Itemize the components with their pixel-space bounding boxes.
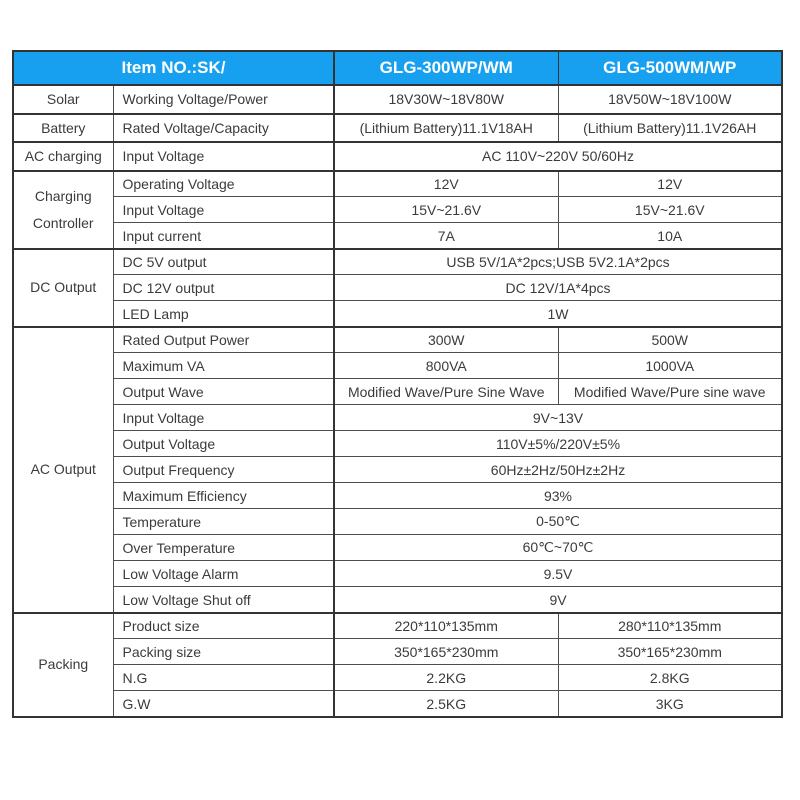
header-model-a: GLG-300WP/WM (334, 51, 558, 85)
spec-value: (Lithium Battery)11.1V18AH (334, 114, 558, 143)
spec-value: 280*110*135mm (558, 613, 782, 639)
section-label-battery: Battery (13, 114, 113, 143)
spec-label: Rated Output Power (113, 327, 334, 353)
spec-value-merged: 110V±5%/220V±5% (334, 431, 782, 457)
spec-label: Input Voltage (113, 142, 334, 171)
table-row (13, 353, 782, 379)
section-label-solar: Solar (13, 85, 113, 114)
spec-value: 15V~21.6V (334, 197, 558, 223)
spec-value: 2.2KG (334, 665, 558, 691)
spec-label: Temperature (113, 509, 334, 535)
spec-label: Maximum VA (113, 353, 334, 379)
section-label-ac-charging: AC charging (13, 142, 113, 171)
spec-label: DC 12V output (113, 275, 334, 301)
spec-value: 1000VA (558, 353, 782, 379)
spec-label: DC 5V output (113, 249, 334, 275)
table-row (13, 275, 782, 301)
table-row (13, 613, 782, 639)
table-row (13, 431, 782, 457)
spec-label: G.W (113, 691, 334, 717)
spec-value: 15V~21.6V (558, 197, 782, 223)
spec-value: 2.5KG (334, 691, 558, 717)
header-item-no: Item NO.:SK/ (13, 51, 334, 85)
spec-value: 10A (558, 223, 782, 249)
spec-label: Low Voltage Alarm (113, 561, 334, 587)
table-row (13, 171, 782, 197)
table-row (13, 301, 782, 327)
spec-value-merged: 1W (334, 301, 782, 327)
table-row (13, 535, 782, 561)
spec-value: 12V (334, 171, 558, 197)
spec-label: Input Voltage (113, 197, 334, 223)
table-row (13, 691, 782, 717)
spec-value: 500W (558, 327, 782, 353)
spec-value: 800VA (334, 353, 558, 379)
section-label-charging-controller: Charging Controller (13, 171, 113, 249)
table-row (13, 197, 782, 223)
spec-label: Packing size (113, 639, 334, 665)
table-row (13, 223, 782, 249)
spec-value-merged: DC 12V/1A*4pcs (334, 275, 782, 301)
spec-value: 18V30W~18V80W (334, 85, 558, 114)
section-label-ac-output: AC Output (13, 327, 113, 613)
spec-value-merged: 93% (334, 483, 782, 509)
spec-label: Output Voltage (113, 431, 334, 457)
table-row (13, 405, 782, 431)
spec-label: N.G (113, 665, 334, 691)
spec-label: Input current (113, 223, 334, 249)
spec-value: 220*110*135mm (334, 613, 558, 639)
spec-label: Maximum Efficiency (113, 483, 334, 509)
table-row (13, 561, 782, 587)
spec-value: 7A (334, 223, 558, 249)
header-model-b: GLG-500WM/WP (558, 51, 782, 85)
spec-value-merged: 9V (334, 587, 782, 613)
spec-label: Output Frequency (113, 457, 334, 483)
table-row (13, 457, 782, 483)
section-label-dc-output: DC Output (13, 249, 113, 327)
spec-label: Input Voltage (113, 405, 334, 431)
table-row (13, 327, 782, 353)
spec-value: Modified Wave/Pure Sine Wave (334, 379, 558, 405)
spec-value: 350*165*230mm (558, 639, 782, 665)
spec-value: 300W (334, 327, 558, 353)
spec-table (12, 50, 783, 718)
table-row (13, 483, 782, 509)
spec-label: LED Lamp (113, 301, 334, 327)
spec-value: 12V (558, 171, 782, 197)
table-row (13, 85, 782, 114)
header-row (13, 51, 782, 85)
spec-value: 2.8KG (558, 665, 782, 691)
spec-label: Working Voltage/Power (113, 85, 334, 114)
spec-value: 18V50W~18V100W (558, 85, 782, 114)
table-row (13, 142, 782, 171)
spec-label: Output Wave (113, 379, 334, 405)
spec-value-merged: 60Hz±2Hz/50Hz±2Hz (334, 457, 782, 483)
spec-value: Modified Wave/Pure sine wave (558, 379, 782, 405)
spec-label: Over Temperature (113, 535, 334, 561)
spec-value-merged: 9.5V (334, 561, 782, 587)
table-row (13, 587, 782, 613)
spec-value-merged: 9V~13V (334, 405, 782, 431)
table-row (13, 379, 782, 405)
spec-value: (Lithium Battery)11.1V26AH (558, 114, 782, 143)
spec-value-merged: AC 110V~220V 50/60Hz (334, 142, 782, 171)
spec-value-merged: USB 5V/1A*2pcs;USB 5V2.1A*2pcs (334, 249, 782, 275)
table-row (13, 665, 782, 691)
spec-value: 3KG (558, 691, 782, 717)
spec-value: 350*165*230mm (334, 639, 558, 665)
spec-label: Low Voltage Shut off (113, 587, 334, 613)
spec-label: Product size (113, 613, 334, 639)
spec-label: Operating Voltage (113, 171, 334, 197)
section-label-packing: Packing (13, 613, 113, 717)
table-row (13, 249, 782, 275)
table-row (13, 509, 782, 535)
spec-value-merged: 60℃~70℃ (334, 535, 782, 561)
spec-label: Rated Voltage/Capacity (113, 114, 334, 143)
spec-value-merged: 0-50℃ (334, 509, 782, 535)
table-row (13, 639, 782, 665)
table-row (13, 114, 782, 143)
